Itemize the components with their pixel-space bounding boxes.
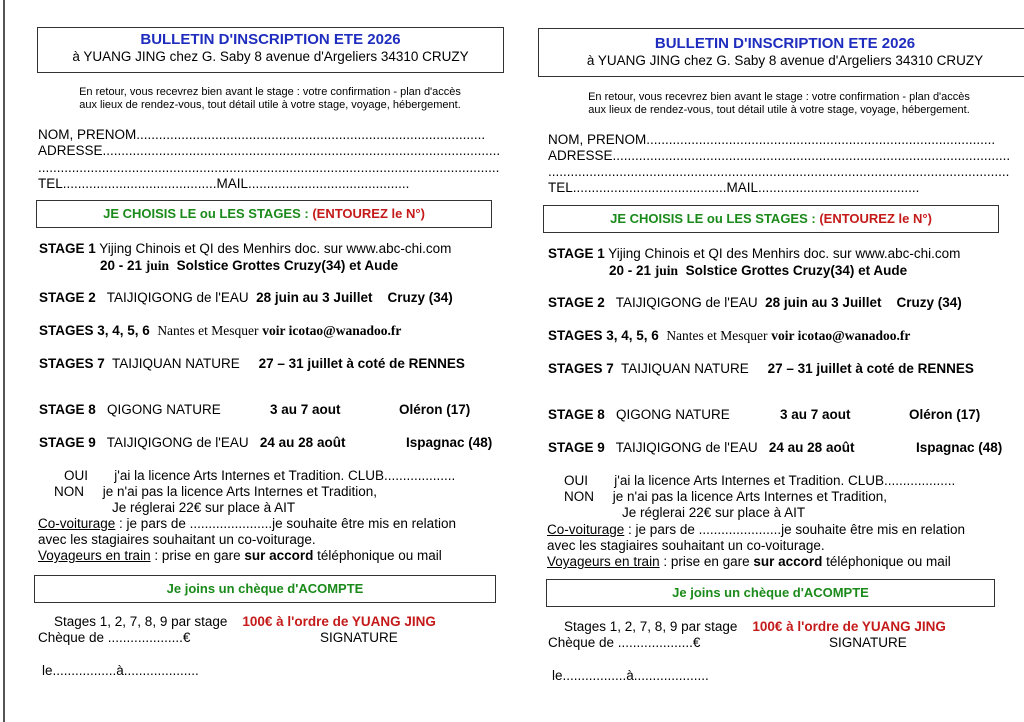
payment-amount: 100€ à l'ordre de YUANG JING: [242, 614, 436, 629]
stage-1-dates: 20 - 21: [609, 263, 652, 278]
stage-9-line: [548, 440, 854, 456]
train-line: [547, 554, 951, 570]
form-left: [0, 0, 500, 722]
tel-field[interactable]: TEL.........................................: [548, 180, 727, 195]
cheque-field[interactable]: Chèque de ....................€: [38, 630, 191, 645]
stage-8-dates: 3 au 7 aout: [270, 402, 341, 417]
train-label: Voyageurs en train: [547, 554, 660, 569]
stage-8-desc: QIGONG NATURE: [107, 402, 221, 417]
adresse-field[interactable]: ADRESSE..........................................................................................................: [38, 143, 501, 158]
train-bold: sur accord: [244, 548, 314, 563]
stage-8-place: Oléron (17): [909, 407, 981, 422]
date-place-field[interactable]: le.................à....................: [42, 663, 199, 678]
stage-1-month: juin: [145, 258, 170, 273]
stage-8-dates: 3 au 7 aout: [780, 407, 851, 422]
choose-note: (ENTOUREZ le N°): [312, 206, 425, 221]
stage-9-desc: TAIJIQIGONG de l'EAU: [106, 435, 249, 450]
stage-3-label: STAGES 3, 4, 5, 6: [39, 323, 150, 338]
payment-stages-line: [564, 619, 946, 635]
licence-oui-text: j'ai la licence Arts Internes et Tradition. CLUB...................: [114, 468, 456, 483]
covoiturage-line: [547, 522, 965, 538]
licence-non-text-2: Je réglerai 22€ sur place à AIT: [622, 505, 806, 520]
stage-9-label: STAGE 9: [548, 440, 605, 455]
stage-3-contact: voir icotao@wanadoo.fr: [771, 328, 911, 343]
covoiturage-label: Co-voiturage: [38, 516, 116, 531]
stage-9-dates: 24 au 28 août: [768, 440, 855, 455]
stage-8-label: STAGE 8: [39, 402, 96, 417]
stage-7-label: STAGES 7: [39, 356, 105, 371]
train-line: [38, 548, 442, 564]
covoiturage-line-2: avec les stagiaires souhaitant un co-voiturage.: [38, 532, 316, 547]
stage-9-dates: 24 au 28 août: [259, 435, 346, 450]
stage-2-line: [39, 290, 453, 306]
stage-8-label: STAGE 8: [548, 407, 605, 422]
mail-field[interactable]: MAIL...........................................: [726, 180, 920, 195]
payment-amount: 100€ à l'ordre de YUANG JING: [752, 619, 946, 634]
stage-1-dates-line: [609, 263, 907, 279]
stage-1-desc: Yijing Chinois et QI des Menhirs doc. sur www.abc-chi.com: [608, 246, 961, 261]
stage-1-dates-line: [100, 258, 398, 274]
cheque-field[interactable]: Chèque de ....................€: [548, 635, 701, 650]
nom-field[interactable]: NOM, PRENOM.............................................................................................: [548, 132, 996, 147]
stage-2-desc: TAIJIQIGONG de l'EAU: [106, 290, 249, 305]
stage-3-label: STAGES 3, 4, 5, 6: [548, 328, 659, 343]
adresse-field[interactable]: ADRESSE..........................................................................................................: [548, 148, 1011, 163]
licence-non-row[interactable]: [564, 489, 887, 505]
choose-text: JE CHOISIS LE ou LES STAGES :: [610, 211, 820, 226]
licence-non-label: NON: [564, 489, 594, 504]
adresse-extra-field[interactable]: ...........................................................................................................................: [38, 160, 500, 175]
mail-field[interactable]: MAIL...........................................: [216, 176, 410, 191]
tel-mail-row: [38, 176, 409, 192]
licence-oui-row[interactable]: [564, 473, 955, 489]
stage-7-label: STAGES 7: [548, 361, 614, 376]
stage-2-label: STAGE 2: [39, 290, 96, 305]
stage-9-line: [39, 435, 345, 451]
stage-7-desc: TAIJIQUAN NATURE: [621, 361, 749, 376]
title-box: [37, 27, 504, 73]
nom-field[interactable]: NOM, PRENOM.............................................................................................: [38, 127, 486, 142]
stage-3-line: [39, 323, 401, 339]
stage-1-desc: Yijing Chinois et QI des Menhirs doc. sur www.abc-chi.com: [99, 241, 452, 256]
acompte-box: Je joins un chèque d'ACOMPTE: [546, 579, 995, 607]
stage-8-place: Oléron (17): [399, 402, 471, 417]
stage-1-place: Solstice Grottes Cruzy(34) et Aude: [685, 263, 908, 278]
stage-7-desc: TAIJIQUAN NATURE: [112, 356, 240, 371]
stage-3-desc: Nantes et Mesquer: [666, 328, 768, 343]
licence-non-text: je n'ai pas la licence Arts Internes et Tradition,: [102, 484, 377, 499]
tel-mail-row: [548, 180, 919, 196]
intro-text: [539, 91, 1019, 117]
stage-1-line: [548, 246, 960, 262]
train-text: : prise en gare: [659, 554, 754, 569]
stage-8-desc: QIGONG NATURE: [616, 407, 730, 422]
choose-note: (ENTOUREZ le N°): [819, 211, 932, 226]
stage-1-label: STAGE 1: [548, 246, 605, 261]
licence-oui-label: OUI: [564, 473, 589, 488]
payment-stages: Stages 1, 2, 7, 8, 9 par stage: [564, 619, 738, 634]
stage-1-place: Solstice Grottes Cruzy(34) et Aude: [176, 258, 399, 273]
stage-7-line: [39, 356, 465, 372]
tel-field[interactable]: TEL.........................................: [38, 176, 217, 191]
payment-stages-line: [54, 614, 436, 630]
stage-9-desc: TAIJIQIGONG de l'EAU: [615, 440, 758, 455]
stage-1-month: juin: [654, 263, 679, 278]
stage-1-dates: 20 - 21: [100, 258, 143, 273]
stage-3-line: [548, 328, 910, 344]
payment-stages: Stages 1, 2, 7, 8, 9 par stage: [54, 614, 228, 629]
intro-text: [35, 86, 505, 112]
stage-3-desc: Nantes et Mesquer: [157, 323, 259, 338]
stage-2-dates: 28 juin au 3 Juillet: [765, 295, 882, 310]
stage-8-line: [39, 402, 221, 418]
signature-label: SIGNATURE: [829, 635, 907, 650]
stage-9-label: STAGE 9: [39, 435, 96, 450]
acompte-box: Je joins un chèque d'ACOMPTE: [34, 575, 496, 603]
covoiturage-text[interactable]: : je pars de ......................je souhaite être mis en relation: [624, 522, 965, 537]
form-address: à YUANG JING chez G. Saby 8 avenue d'Argeliers 34310 CRUZY: [586, 53, 984, 68]
intro-line-2: aux lieux de rendez-vous, tout détail utile à votre stage, voyage, hébergement.: [79, 99, 461, 111]
signature-label: SIGNATURE: [320, 630, 398, 645]
stage-2-place: Cruzy (34): [387, 290, 453, 305]
licence-non-label: NON: [54, 484, 84, 499]
train-text-2: téléphonique ou mail: [822, 554, 951, 569]
stage-7-dates: 27 – 31 juillet à coté de RENNES: [767, 361, 974, 376]
train-text: : prise en gare: [150, 548, 245, 563]
licence-oui-text: j'ai la licence Arts Internes et Tradition. CLUB...................: [614, 473, 956, 488]
stage-9-place: Ispagnac (48): [406, 435, 493, 450]
stage-7-dates: 27 – 31 juillet à coté de RENNES: [258, 356, 465, 371]
train-label: Voyageurs en train: [38, 548, 151, 563]
choose-box: [543, 205, 999, 233]
stage-2-desc: TAIJIQIGONG de l'EAU: [615, 295, 758, 310]
licence-non-text-2: Je réglerai 22€ sur place à AIT: [112, 500, 296, 515]
intro-line-1: En retour, vous recevrez bien avant le stage : votre confirmation - plan d'accès: [79, 86, 461, 98]
form-title: BULLETIN D'INSCRIPTION ETE 2026: [140, 31, 401, 48]
stage-2-dates: 28 juin au 3 Juillet: [256, 290, 373, 305]
choose-text: JE CHOISIS LE ou LES STAGES :: [103, 206, 313, 221]
adresse-extra-field[interactable]: ...........................................................................................................................: [548, 164, 1010, 179]
licence-oui-row[interactable]: [64, 468, 455, 484]
licence-oui-label: OUI: [64, 468, 89, 483]
choose-box: [36, 200, 492, 228]
stage-1-label: STAGE 1: [39, 241, 96, 256]
covoiturage-text[interactable]: : je pars de ......................je souhaite être mis en relation: [115, 516, 456, 531]
stage-7-line: [548, 361, 974, 377]
stage-2-place: Cruzy (34): [896, 295, 962, 310]
train-text-2: téléphonique ou mail: [313, 548, 442, 563]
stage-2-label: STAGE 2: [548, 295, 605, 310]
covoiturage-line: [38, 516, 456, 532]
train-bold: sur accord: [753, 554, 823, 569]
intro-line-1: En retour, vous recevrez bien avant le stage : votre confirmation - plan d'accès: [588, 91, 970, 103]
form-title: BULLETIN D'INSCRIPTION ETE 2026: [654, 35, 916, 52]
stage-1-line: [39, 241, 451, 257]
form-address: à YUANG JING chez G. Saby 8 avenue d'Argeliers 34310 CRUZY: [72, 49, 469, 64]
title-box: [538, 28, 1024, 77]
covoiturage-label: Co-voiturage: [547, 522, 625, 537]
stage-8-line: [548, 407, 730, 423]
intro-line-2: aux lieux de rendez-vous, tout détail utile à votre stage, voyage, hébergement.: [588, 104, 970, 116]
date-place-field[interactable]: le.................à....................: [552, 668, 709, 683]
covoiturage-line-2: avec les stagiaires souhaitant un co-voiturage.: [547, 538, 825, 553]
stage-9-place: Ispagnac (48): [916, 440, 1003, 455]
licence-non-row[interactable]: [54, 484, 377, 500]
stage-2-line: [548, 295, 962, 311]
form-right: [509, 0, 1009, 722]
licence-non-text: je n'ai pas la licence Arts Internes et Tradition,: [612, 489, 887, 504]
stage-3-contact: voir icotao@wanadoo.fr: [262, 323, 402, 338]
